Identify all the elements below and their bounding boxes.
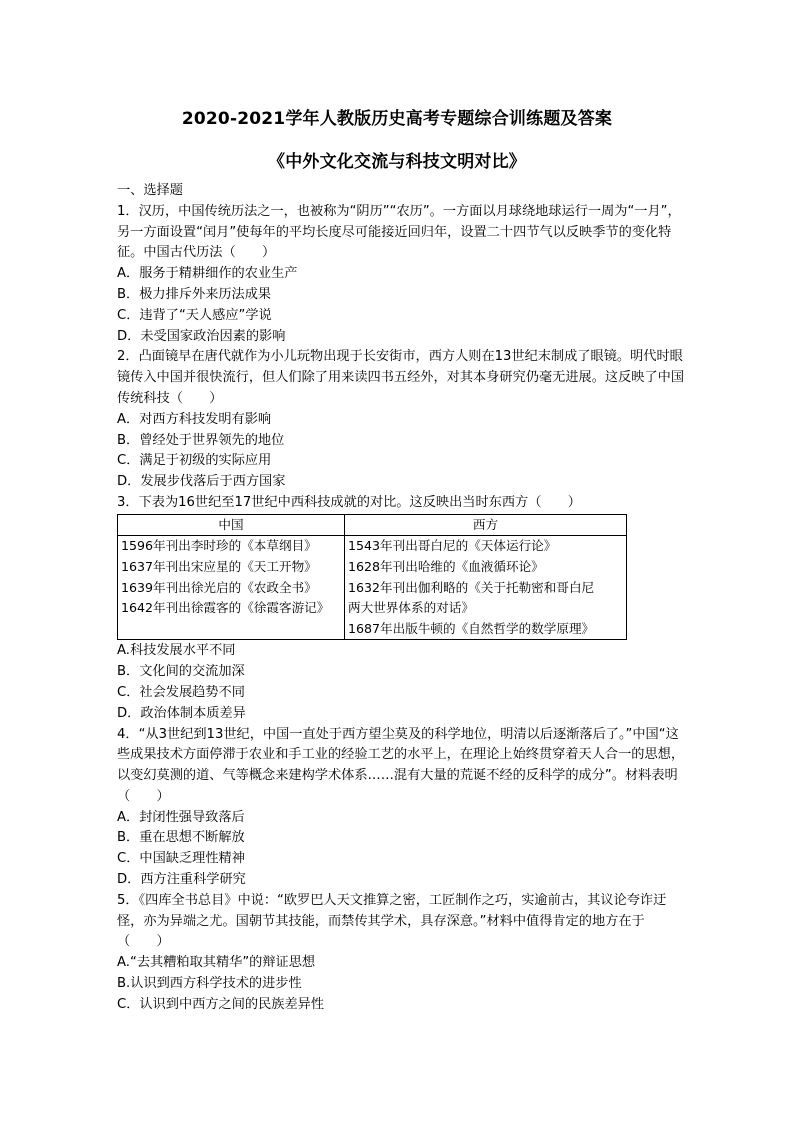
west-item: 两大世界体系的对话》: [348, 600, 474, 616]
china-item: 1639年刊出徐光启的《农政全书》: [121, 579, 317, 595]
question-5-stem: 5．《四库全书总目》中说：“欧罗巴人天文推算之密，工匠制作之巧，实逾前古，其议论夸诈迂怪，亦为异端之尤。国朝节其技能，而禁传其学术，具存深意。”材料中值得肯定的地方在于（ ）: [117, 892, 667, 950]
question-1-option-b: B．极力排斥外来历法成果: [117, 286, 272, 302]
table-header-row: [118, 514, 627, 536]
question-5-option-b: B.认识到西方科学技术的进步性: [117, 976, 302, 992]
question-2-option-a: A．对西方科技发明有影响: [117, 411, 272, 427]
comparison-table: [117, 514, 627, 641]
question-1-option-a: A．服务于精耕细作的农业生产: [117, 266, 298, 282]
question-4-option-b: B．重在思想不断解放: [117, 830, 245, 846]
west-item: 1628年刊出哈维的《血液循环论》: [348, 558, 544, 574]
question-1-stem: 1．汉历，中国传统历法之一，也被称为“阴历”“农历”。一方面以月球绕地球运行一周为“一月”，另一方面设置“闰月”使每年的平均长度尽可能接近回归年，设置二十四节气以反映季节的变化特征。中国古代历法（ ）: [117, 203, 681, 261]
china-item: 1642年刊出徐霞客的《徐霞客游记》: [121, 600, 330, 616]
question-3-option-b: B．文化间的交流加深: [117, 664, 245, 680]
question-2-option-d: D．发展步伐落后于西方国家: [117, 474, 286, 490]
section-heading: 一、选择题: [117, 183, 183, 198]
table-row: [118, 536, 627, 640]
question-5-option-a: A.“去其糟粕取其精华”的辩证思想: [117, 955, 316, 971]
question-1-option-c: C．违背了“天人感应”学说: [117, 307, 272, 323]
west-item: 1687年出版牛顿的《自然哲学的数学原理》: [348, 620, 595, 636]
question-3-option-d: D．政治体制本质差异: [117, 705, 246, 721]
question-2-option-b: B．曾经处于世界领先的地位: [117, 432, 285, 448]
document-subtitle: 《中外文化交流与科技文明对比》: [268, 152, 526, 172]
question-3-stem: 3．下表为16世纪至17世纪中西科技成就的对比。这反映出当时东西方（ ）: [117, 494, 581, 510]
west-item: 1543年刊出哥白尼的《天体运行论》: [348, 538, 557, 554]
question-4-option-a: A．封闭性强导致落后: [117, 809, 245, 825]
question-5-option-c: C．认识到中西方之间的民族差异性: [117, 996, 325, 1012]
document-title: 2020-2021学年人教版历史高考专题综合训练题及答案: [181, 109, 613, 129]
document-body: [117, 181, 687, 1016]
table-cell-west: [345, 536, 627, 640]
question-3-option-a: A.科技发展水平不同: [117, 643, 236, 659]
china-item: 1596年刊出李时珍的《本草纲目》: [121, 538, 317, 554]
question-2-stem: 2．凸面镜早在唐代就作为小儿玩物出现于长安街市，西方人则在13世纪末制成了眼镜。明代时眼镜传入中国并很快流行，但人们除了用来读四书五经外，对其本身研究仍毫无进展。这反映了中国传统科技（ ）: [117, 349, 685, 406]
table-header-west: 西方: [345, 514, 627, 536]
question-2-option-c: C．满足于初级的实际应用: [117, 453, 272, 469]
question-4-option-d: D．西方注重科学研究: [117, 872, 246, 888]
question-4-option-c: C．中国缺乏理性精神: [117, 851, 245, 867]
table-header-china: 中国: [118, 514, 345, 536]
question-1-option-d: D．未受国家政治因素的影响: [117, 328, 286, 344]
china-item: 1637年刊出宋应星的《天工开物》: [121, 558, 317, 574]
west-item: 1632年刊出伽利略的《关于托勒密和哥白尼: [348, 579, 595, 595]
question-4-stem: 4．“从3世纪到13世纪，中国一直处于西方望尘莫及的科学地位，明清以后逐渐落后了。”中国“这些成果技术方面停滞于农业和手工业的经验工艺的水平上，在理论上始终贯穿着天人合一的思想，以变幻莫测的道、气等概念来建构学术体系……混有大量的荒诞不经的反科学的成分”。材料表明（ ）: [117, 726, 685, 804]
table-cell-china: [118, 536, 345, 640]
question-3-option-c: C．社会发展趋势不同: [117, 684, 245, 700]
